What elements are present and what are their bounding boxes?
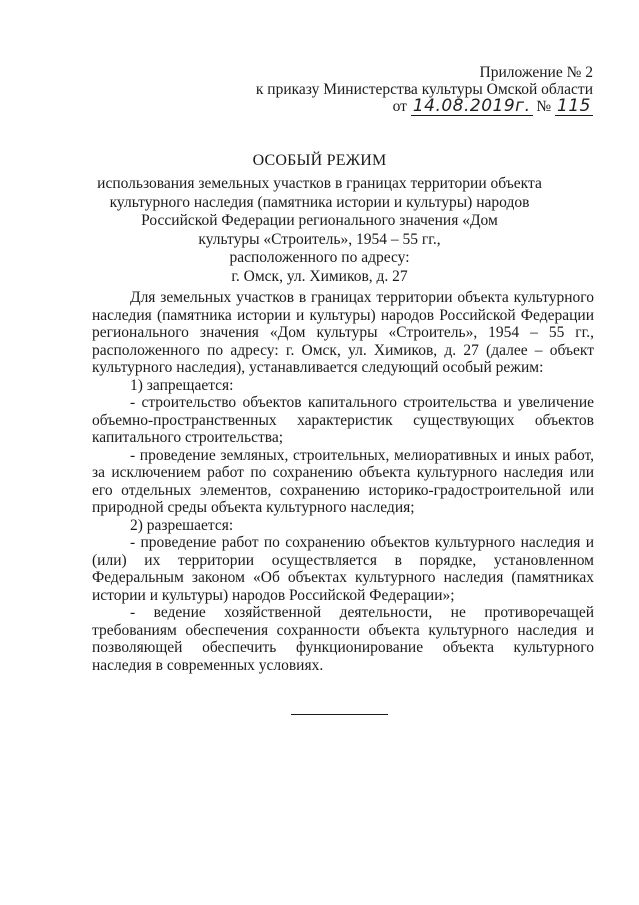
prohibited-item: - проведение земляных, строительных, мелиоративных и иных работ, за исключением работ по сохранению объекта культурного наследия или его отдельных элементов, сохранению историко-градостроительной или природной среды объекта культурного наследия; xyxy=(92,446,594,516)
appendix-header xyxy=(256,64,593,115)
prohibited-heading: 1) запрещается: xyxy=(130,376,234,394)
document-subtitle xyxy=(0,175,639,286)
subtitle-line: г. Омск, ул. Химиков, д. 27 xyxy=(231,267,408,285)
order-date-handwritten: 14.08.2019г. xyxy=(412,96,531,116)
subtitle-line: использования земельных участков в границах территории объекта xyxy=(97,175,542,192)
order-number-handwritten: 115 xyxy=(557,96,591,116)
order-number-field xyxy=(555,98,593,116)
subtitle-line: культуры «Строитель», 1954 – 55 гг., xyxy=(198,230,441,248)
intro-paragraph: Для земельных участков в границах территории объекта культурного наследия (памятника истории и культуры) народов Российской Федерации регионального значения «Дом культуры «Строитель», 1954 – 55 гг., расположенного по адресу: г. Омск, ул. Химиков, д. 27 (далее – объект культурного наследия), устанавливается следующий особый режим: xyxy=(92,289,594,376)
appendix-number: Приложение № 2 xyxy=(479,64,593,81)
document-body xyxy=(92,289,594,674)
prohibited-item: - строительство объектов капитального строительства и увеличение объемно-пространственных характеристик существующих объектов капитального строительства; xyxy=(92,394,594,446)
order-reference: к приказу Министерства культуры Омской области xyxy=(255,81,593,98)
allowed-item: - проведение работ по сохранению объектов культурного наследия и (или) их территории осуществляется в порядке, установленном Федеральным законом «Об объектах культурного наследия (памятниках истории и культуры) народов Российской Федерации»; xyxy=(92,534,594,604)
allowed-item: - ведение хозяйственной деятельности, не противоречащей требованиям обеспечения сохранности объекта культурного наследия и позволяющей обеспечить функционирование объекта культурного наследия в современных условиях. xyxy=(92,604,594,674)
number-label: № xyxy=(536,98,552,115)
title-block xyxy=(0,152,639,286)
subtitle-line: Российской Федерации регионального значения «Дом xyxy=(141,212,498,229)
subtitle-line: культурного наследия (памятника истории и культуры) народов xyxy=(109,193,530,211)
end-separator-line xyxy=(291,714,388,715)
subtitle-line: расположенного по адресу: xyxy=(229,249,410,266)
allowed-heading: 2) разрешается: xyxy=(130,516,234,534)
document-title: ОСОБЫЙ РЕЖИМ xyxy=(252,152,387,169)
from-label: от xyxy=(392,98,407,115)
order-date-line xyxy=(256,98,593,115)
order-date-field xyxy=(411,98,533,116)
